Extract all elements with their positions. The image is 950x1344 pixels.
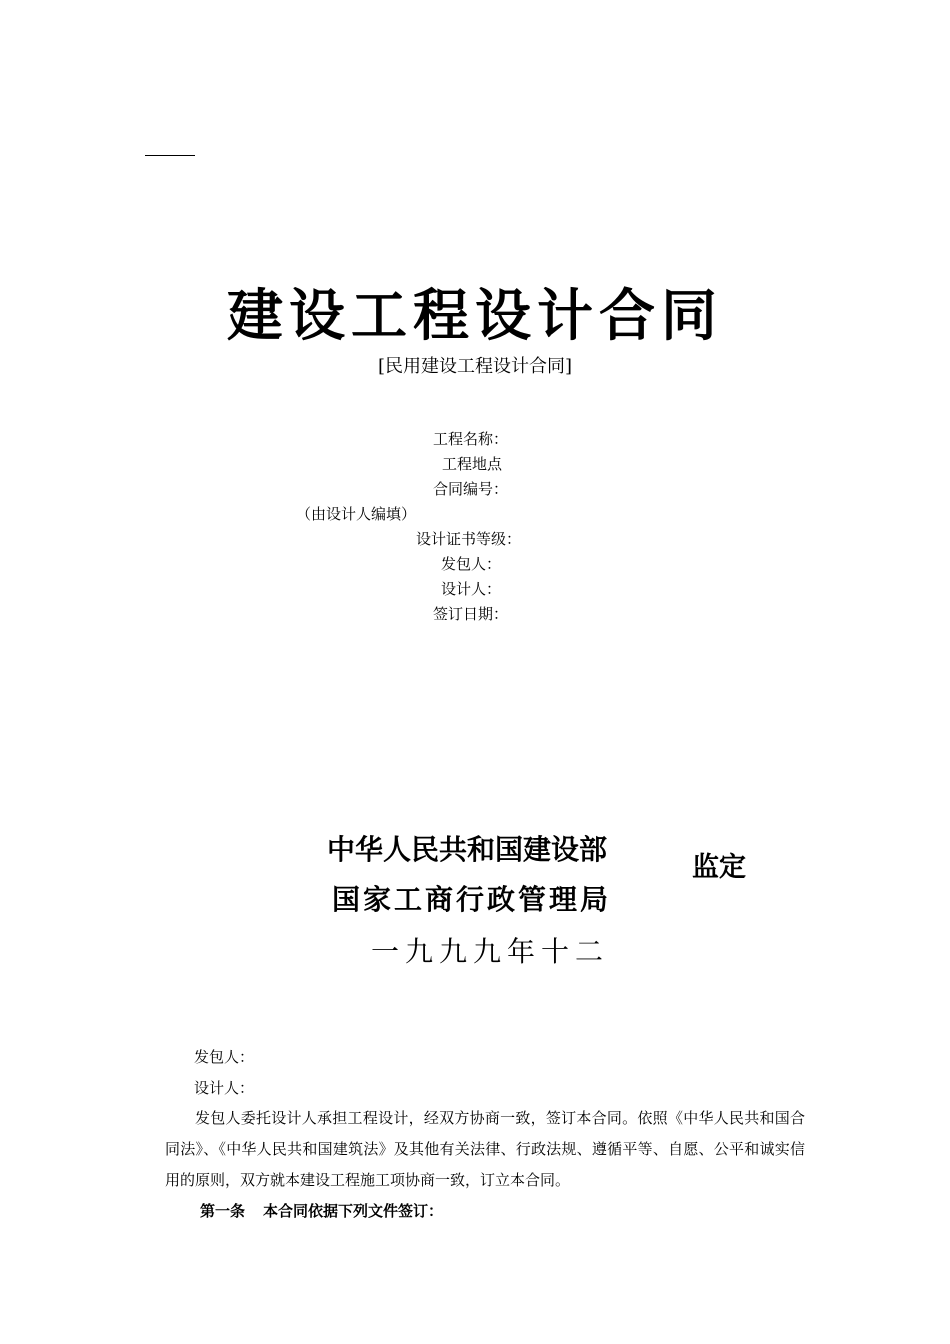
article-1-number: 第一条 (200, 1202, 246, 1220)
top-rule (145, 155, 195, 156)
issuer-bureau: 国家工商行政管理局 (332, 883, 612, 916)
body-employer: 发包人： (194, 1048, 255, 1066)
field-designer: 设计人： (441, 580, 502, 598)
intro-paragraph: 发包人委托设计人承担工程设计，经双方协商一致，签订本合同。依照《中华人民共和国合同法》、《中华人民共和国建筑法》及其他有关法律、行政法规、遵循平等、自愿、公平和诚实信用的原则，双方就本建设工程施工项协商一致，订立本合同。 (165, 1109, 805, 1189)
field-project-name: 工程名称： (433, 430, 509, 448)
body-designer: 设计人： (194, 1079, 255, 1097)
document-subtitle: [民用建设工程设计合同] (377, 356, 573, 377)
issue-date: 一九九九年十二 (371, 935, 610, 968)
field-cert-level: 设计证书等级： (416, 530, 522, 548)
field-project-location: 工程地点 (442, 455, 503, 473)
document-title: 建设工程设计合同 (227, 284, 723, 349)
field-employer: 发包人： (441, 555, 502, 573)
issuer-stamp-text: 监定 (692, 852, 746, 883)
field-contract-no-note: （由设计人编填） (296, 505, 417, 523)
field-sign-date: 签订日期： (433, 605, 509, 623)
issuer-ministry: 中华人民共和国建设部 (327, 833, 608, 866)
field-contract-no: 合同编号： (433, 480, 509, 498)
article-1-text: 本合同依据下列文件签订： (263, 1202, 444, 1220)
article-1-heading (200, 1198, 443, 1224)
